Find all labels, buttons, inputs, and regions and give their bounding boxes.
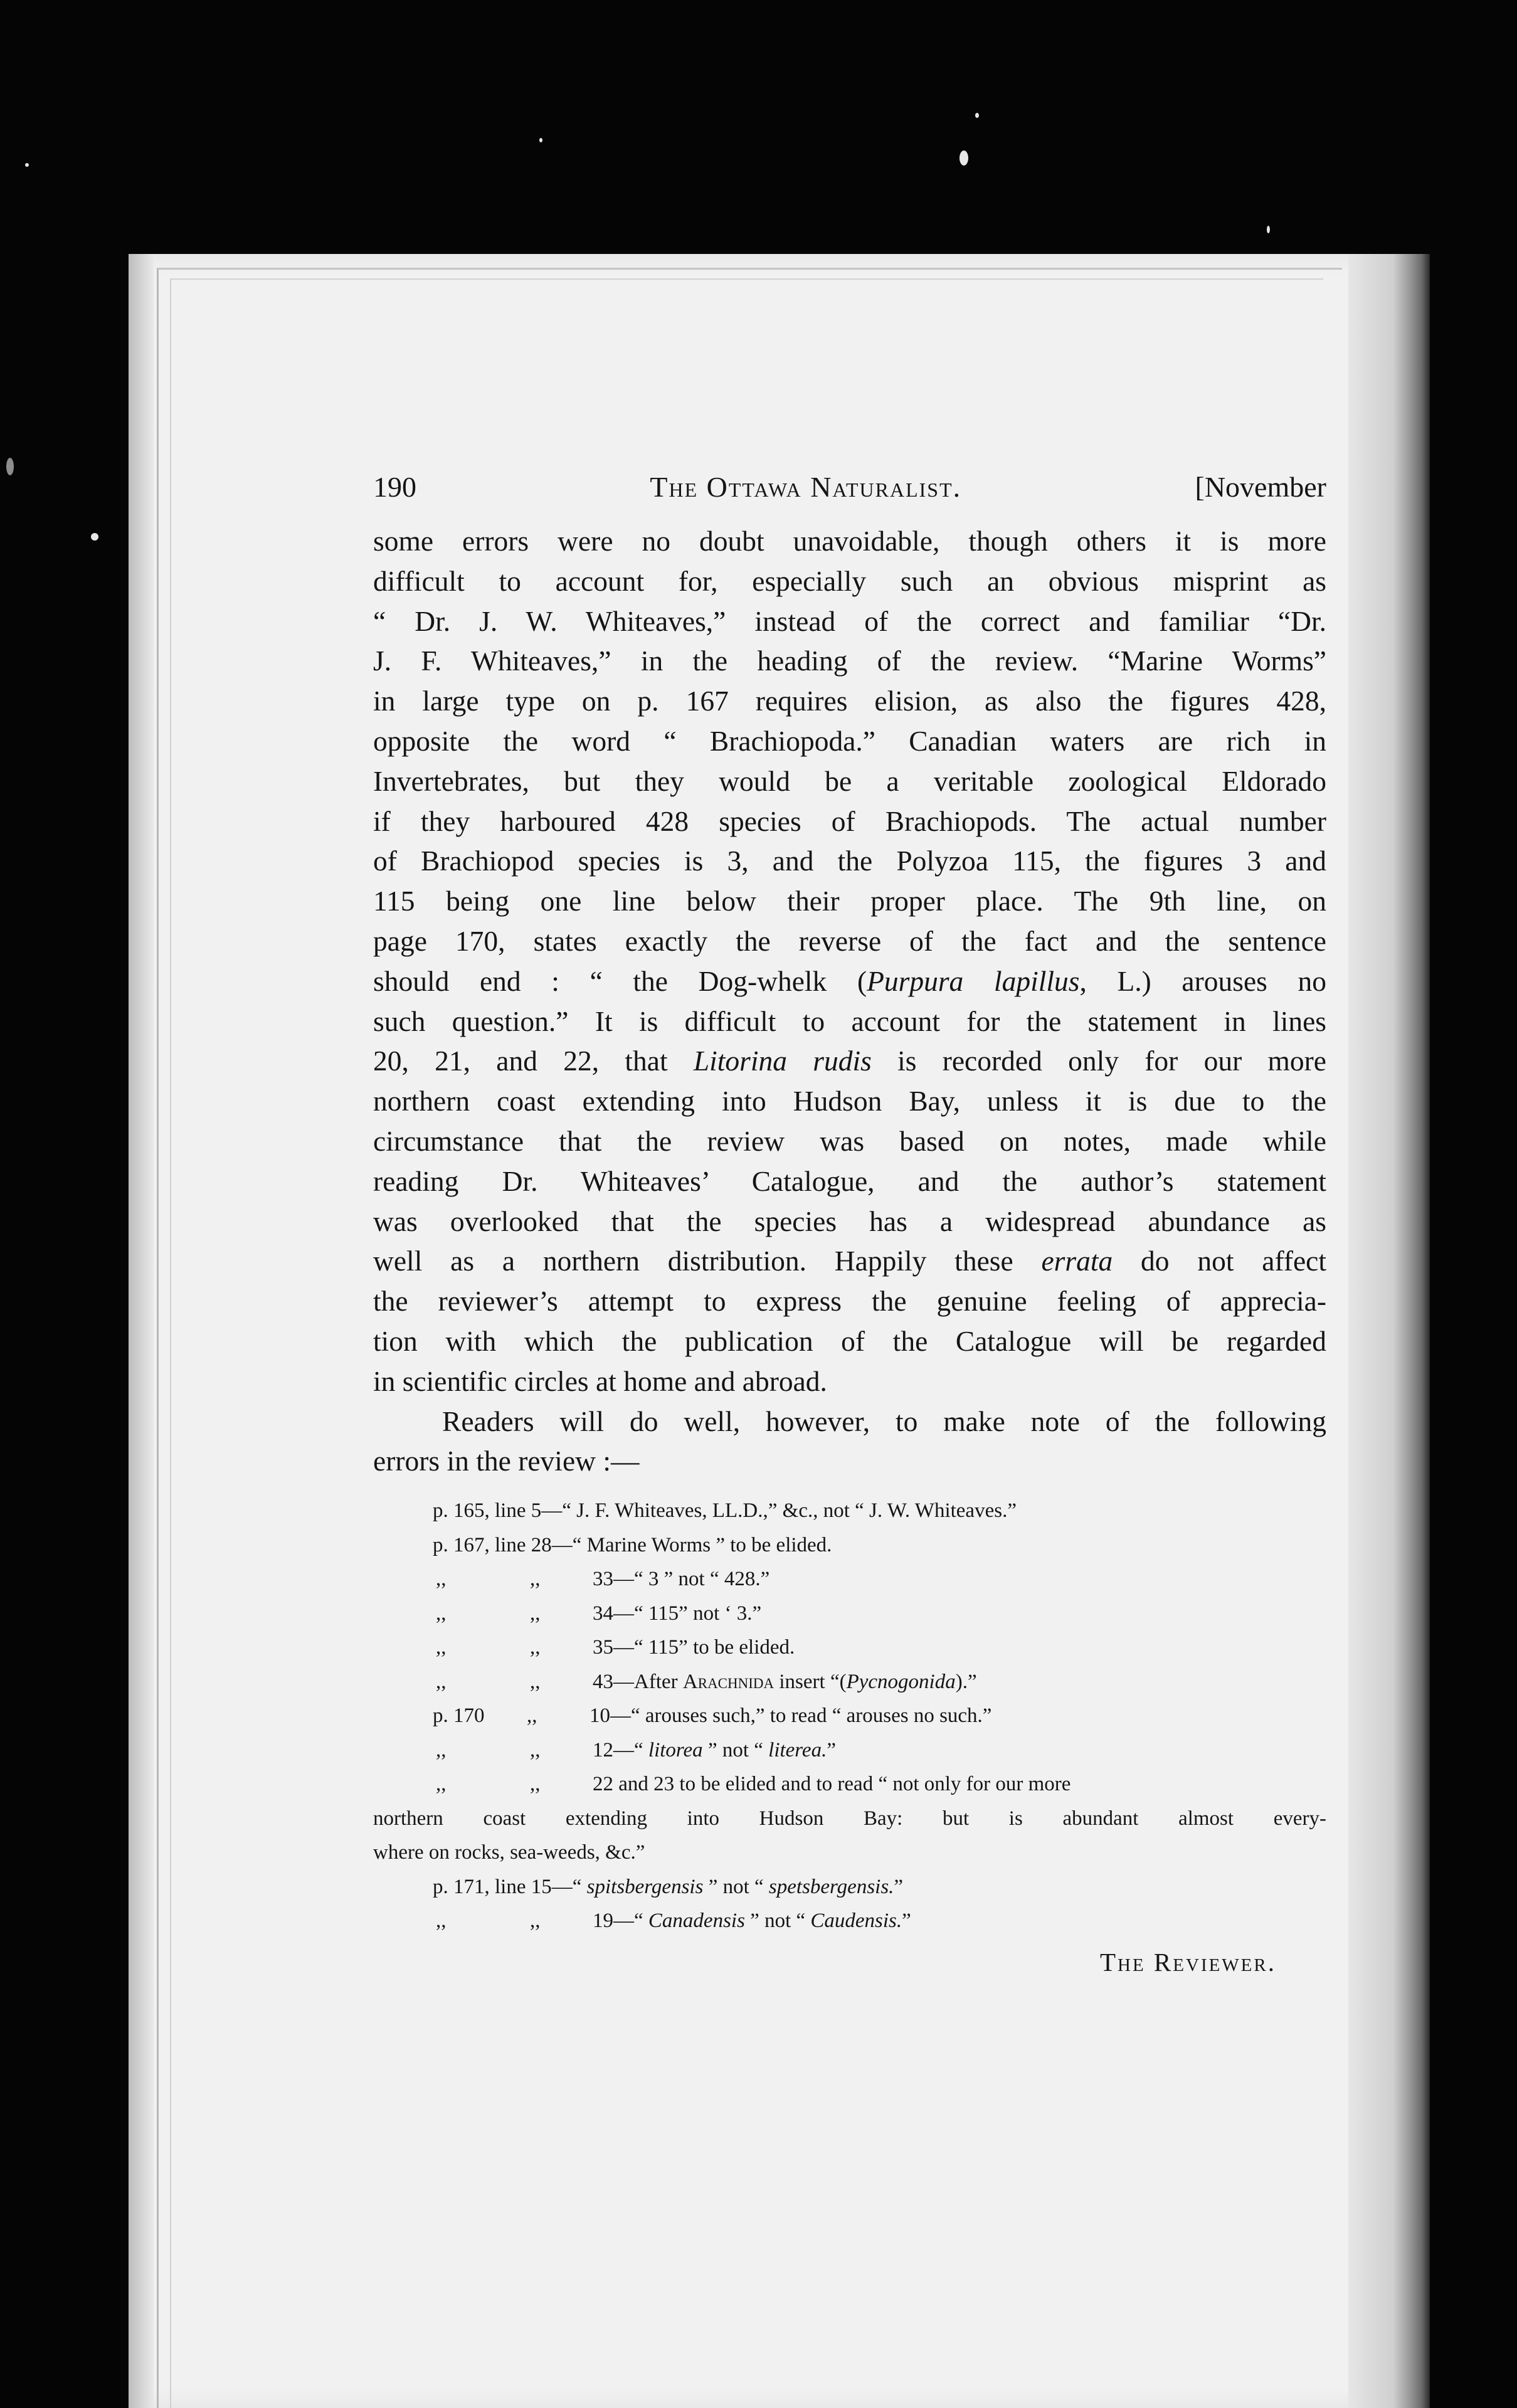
errata-item: ,, ,, 33—“ 3 ” not “ 428.” [436, 1568, 770, 1591]
text-line: tion with which the publication of the Catalogue will be regarded [373, 1324, 1326, 1357]
text-line: in scientific circles at home and abroad. [373, 1365, 827, 1397]
text-line: page 170, states exactly the reverse of the fact and the sentence [373, 924, 1326, 957]
text-line: 115 being one line below their proper place. The 9th line, on [373, 885, 1326, 917]
journal-title: The Ottawa Naturalist. [650, 471, 962, 503]
running-header [373, 470, 1326, 504]
errata-item: p. 171, line 15—“ spitsbergensis ” not “ spetsbergensis.” [433, 1875, 904, 1898]
text-line: such question.” It is difficult to account for the statement in lines [373, 1005, 1326, 1037]
species-name: Purpura lapillus [867, 964, 1080, 997]
book-gutter [1348, 254, 1430, 2408]
errata-item: ,, ,, 22 and 23 to be elided and to read “ not only for our more [436, 1773, 1071, 1796]
text-line: the reviewer’s attempt to express the genuine feeling of apprecia- [373, 1285, 1326, 1318]
scan-speck [25, 163, 29, 167]
errata-item-continuation: where on rocks, sea-weeds, &c.” [373, 1841, 645, 1864]
page-number: 190 [373, 471, 416, 503]
errata-intro-paragraph [373, 1402, 1326, 1482]
errata-item: p. 165, line 5—“ J. F. Whiteaves, LL.D.,” &c., not “ J. W. Whiteaves.” [433, 1499, 1017, 1523]
text-line: difficult to account for, especially such an obvious misprint as [373, 564, 1326, 597]
text-line: Invertebrates, but they would be a veritable zoological Eldorado [373, 764, 1326, 797]
scan-speck [6, 458, 14, 475]
scan-speck [975, 113, 979, 118]
errata-item: ,, ,, 35—“ 115” to be elided. [436, 1636, 795, 1659]
emphasis: errata [1041, 1245, 1113, 1277]
text-line: Readers will do well, however, to make note of the following [442, 1405, 1326, 1437]
page-edge [129, 254, 154, 2408]
text-line: reading Dr. Whiteaves’ Catalogue, and the author’s statement [373, 1164, 1326, 1197]
text-line: was overlooked that the species has a widespread abundance as [373, 1205, 1326, 1237]
text-line: opposite the word “ Brachiopoda.” Canadian waters are rich in [373, 724, 1326, 757]
text-line: northern coast extending into Hudson Bay, unless it is due to the [373, 1085, 1326, 1117]
text-line: some errors were no doubt unavoidable, though others it is more [373, 525, 1326, 557]
errata-item: ,, ,, 34—“ 115” not ‘ 3.” [436, 1602, 762, 1625]
errata-item: p. 167, line 28—“ Marine Worms ” to be elided. [433, 1533, 832, 1556]
text-line: “ Dr. J. W. Whiteaves,” instead of the correct and familiar “Dr. [373, 605, 1326, 637]
errata-item: p. 170 ,, 10—“ arouses such,” to read “ arouses no such.” [433, 1704, 992, 1728]
text-line: circumstance that the review was based on notes, made while [373, 1124, 1326, 1157]
errata-item: ,, ,, 12—“ litorea ” not “ literea.” [436, 1738, 836, 1761]
scan-speck [1267, 226, 1270, 233]
species-name: Litorina rudis [693, 1045, 872, 1077]
text-line: errors in the review :— [373, 1445, 640, 1477]
scan-speck [91, 533, 98, 541]
issue-month: [November [1195, 471, 1326, 503]
scan-speck [539, 138, 542, 142]
text-line: should end : “ the Dog-whelk (Purpura lapillus, L.) arouses no [373, 964, 1326, 997]
text-line: well as a northern distribution. Happily these errata do not affect [373, 1245, 1326, 1277]
text-line: of Brachiopod species is 3, and the Polyzoa 115, the figures 3 and [373, 845, 1326, 877]
signature: The Reviewer. [1099, 1947, 1276, 1977]
errata-list [373, 1494, 1326, 1938]
text-line: if they harboured 428 species of Brachiopods. The actual number [373, 805, 1326, 837]
errata-item: ,, ,, 19—“ Canadensis ” not “ Caudensis.” [436, 1909, 911, 1933]
errata-item: ,, ,, 43—After Arachnida insert “(Pycnogonida).” [436, 1670, 977, 1693]
text-line: 20, 21, and 22, that Litorina rudis is recorded only for our more [373, 1045, 1326, 1077]
text-line: J. F. Whiteaves,” in the heading of the review. “Marine Worms” [373, 645, 1326, 677]
page-content [373, 470, 1326, 1977]
text-line: in large type on p. 167 requires elision, as also the figures 428, [373, 685, 1326, 717]
review-paragraph [373, 521, 1326, 1402]
scan-speck [959, 150, 968, 166]
errata-item-continuation: northern coast extending into Hudson Bay: but is abundant almost every- [373, 1807, 1326, 1830]
